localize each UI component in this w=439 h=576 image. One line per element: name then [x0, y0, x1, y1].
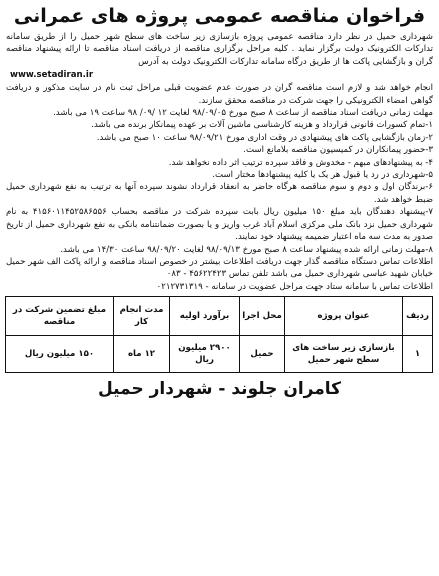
table-header-row	[6, 297, 433, 336]
support-paragraph: اطلاعات تماس با سامانه ستاد جهت مراحل عضویت در سامانه - ۰۲۱۲۷۳۱۳۱۹	[156, 281, 433, 292]
notice-title: فراخوان مناقصه عمومی پروژه های عمرانی	[13, 5, 426, 27]
condition-item-2: ۲-زمان بازگشایی پاکت های پیشنهادی در وقت اداری مورخ ۹۸/۰۹/۲۱ ساعت ۱۰ صبح می باشد.	[96, 132, 433, 143]
condition-item-8: ۸-مهلت زمانی ارائه شده پیشنهاد ساعت ۸ صبح مورخ ۹۸/۰۹/۱۳ لغایت ۹۸/۰۹/۲۰ ساعت ۱۴/۳۰ می باشد.	[60, 244, 433, 255]
condition-item-5: ۵-شهرداری در رد یا قبول هر یک یا کلیه پیشنهادها مختار است.	[212, 170, 433, 181]
deadline-docs: مهلت زمانی دریافت اسناد مناقصه از ساعت ۸ صبح مورخ ۹۸/۰۹/۰۵ لغایت ۱۲ /۰۹/ ۹۸ ساعت ۱۹ می باشد.	[53, 108, 433, 119]
header-duration: مدت انجام کار	[114, 297, 170, 336]
signature: کامران جلوند - شهردار حمیل	[97, 379, 342, 400]
header-project-title: عنوان پروژه	[285, 297, 403, 336]
condition-item-1: ۱-تمام کسورات قانونی قرارداد و هزینه کارشناسی ماشین آلات بر عهده پیمانکار برنده می باشد.	[91, 120, 433, 131]
header-row-number: ردیف	[403, 297, 433, 336]
condition-item-6: ۶-برندگان اول و دوم و سوم مناقصه هرگاه حاضر به انعقاد قرارداد نشوند سپرده آنها به ترتیب به نفع شهرداری حمیل ضبط خواهد شد.	[6, 182, 433, 205]
cell-row-number: ۱	[403, 336, 433, 373]
registration-paragraph: انجام خواهد شد و لازم است مناقصه گران در صورت عدم عضویت قبلی مراحل ثبت نام در سایت مذکور و دریافت گواهی امضاء الکترونیکی را جهت شرکت در مناقصه محقق سازند.	[6, 83, 433, 106]
header-location: محل اجرا	[240, 297, 285, 336]
cell-duration: ۱۲ ماه	[114, 336, 170, 373]
header-guarantee: مبلغ تضمین شرکت در مناقصه	[6, 297, 114, 336]
cell-guarantee: ۱۵۰ میلیون ریال	[6, 336, 114, 373]
cell-project-title: بازسازی زیر ساخت های سطح شهر حمیل	[285, 336, 403, 373]
cell-location: حمیل	[240, 336, 285, 373]
header-estimate: برآورد اولیه	[170, 297, 240, 336]
condition-item-4: ۴- به پیشنهادهای مبهم - مخدوش و فاقد سپرده ترتیب اثر داده نخواهد شد.	[168, 157, 433, 168]
contact-paragraph: اطلاعات تماس دستگاه مناقصه گذار جهت دریافت اطلاعات بیشتر در خصوص اسناد مناقصه و ارائه پاکت الف شهر حمیل خیابان شهید عباسی شهرداری حمیل می باشد تلفن تماس ۴۵۶۲۲۴۲۳ - ۰۸۳	[6, 256, 433, 280]
condition-item-3: ۳-حضور پیمانکاران در کمیسیون مناقصه بلامانع است.	[243, 145, 433, 156]
table-row	[6, 336, 433, 373]
condition-item-7: ۷-پیشنهاد دهندگان باید مبلغ ۱۵۰ میلیون ریال بابت سپرده شرکت در مناقصه بحساب ۴۱۵۶۰۱۱۴۵۲۵۸۶۵۵۶ به نام شهرداری حمیل نزد بانک ملی مرکزی اسلام آباد غرب واریز و یا بصورت ضمانتنامه بانکی به نفع شهرداری حمیل از تاریخ صدور به مدت سه ماه اعتبار ضمیمه پیشنهاد خود نمایند.	[6, 207, 433, 243]
intro-paragraph: شهرداری حمیل در نظر دارد مناقصه عمومی پروژه بازسازی زیر ساخت های سطح شهر حمیل را از طریق سامانه تدارکات الکترونیک دولت برگزار نماید . کلیه مراحل برگزاری مناقصه از دریافت اسناد مناقصه تا ارائه پیشنهاد مناقصه گران و بازگشایی پاکت ها از طریق درگاه سامانه تدارکات الکترونیک دولت به آدرس	[6, 32, 433, 67]
cell-estimate: ۲۹۰۰ میلیون ریال	[170, 336, 240, 373]
tender-table	[5, 296, 433, 373]
setad-url[interactable]: www.setadiran.ir	[10, 70, 94, 81]
